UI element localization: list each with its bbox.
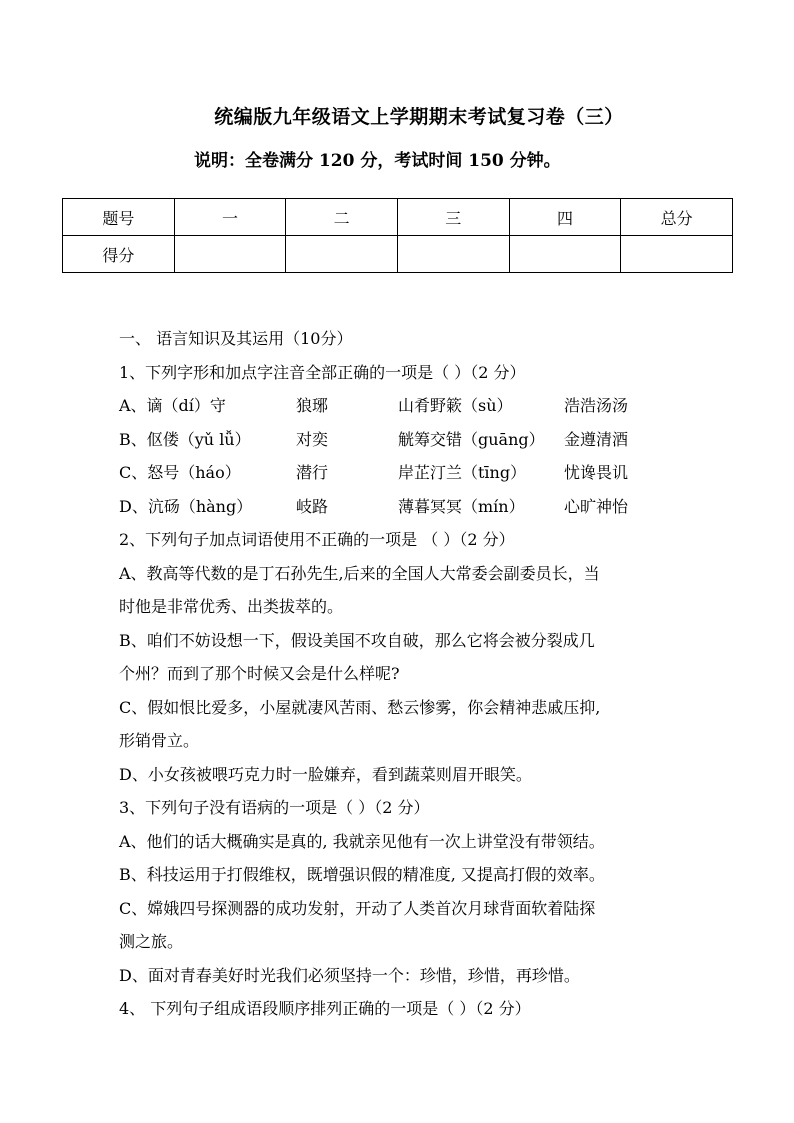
question-3-line: A、他们的话大概确实是真的, 我就亲见他有一次上讲堂没有带领结。: [119, 831, 605, 851]
question-3-line: D、面对青春美好时光我们必须坚持一个：珍惜，珍惜，再珍惜。: [119, 965, 580, 985]
option-text: B、伛偻（yǔ lǚ）: [119, 429, 251, 449]
question-3-line: C、嫦娥四号探测器的成功发射，开动了人类首次月球背面软着陆探: [119, 898, 596, 918]
question-1-option-b: [119, 423, 719, 457]
score-table-header-row: [63, 199, 733, 236]
option-text: 岐路: [296, 496, 329, 516]
option-text: 岸芷汀兰（tīng）: [398, 463, 527, 482]
option-text: 薄暮冥冥（mín）: [398, 496, 525, 516]
option-text: A、谪（dí）守: [119, 396, 226, 415]
question-2-line: 个州？而到了那个时候又会是什么样呢?: [119, 664, 400, 683]
question-2-line: 时他是非常优秀、出类拔萃的。: [119, 597, 344, 616]
header-cell: 二: [286, 199, 398, 236]
question-2-line: B、咱们不妨设想一下，假设美国不攻自破，那么它将会被分裂成几: [119, 630, 595, 650]
option-text: D、沆砀（hàng）: [119, 496, 253, 516]
question-1-stem: 1、下列字形和加点字注音全部正确的一项是（ ）（2 分）: [119, 362, 526, 382]
question-3-stem: 3、下列句子没有语病的一项是（ ）（2 分）: [119, 798, 430, 817]
option-text: 忧谗畏讥: [564, 463, 629, 482]
score-cell[interactable]: [174, 236, 286, 273]
header-cell: 总分: [621, 199, 733, 236]
question-2-line: C、假如恨比爱多，小屋就凄风苦雨、愁云惨雾，你会精神悲戚压抑,: [119, 697, 601, 717]
option-text: 狼琊: [296, 396, 329, 415]
question-2-line: D、小女孩被喂巧克力时一脸嫌弃，看到蔬菜则眉开眼笑。: [119, 764, 532, 784]
option-text: 金遵清酒: [564, 429, 629, 449]
question-2-line: 形销骨立。: [119, 731, 200, 750]
score-cell[interactable]: [286, 236, 398, 273]
header-cell: 三: [397, 199, 509, 236]
score-cell[interactable]: [621, 236, 733, 273]
question-1-option-a: [119, 389, 719, 423]
question-3-line: 测之旅。: [119, 932, 184, 951]
question-1-option-d: [119, 490, 719, 524]
option-text: 心旷神怡: [564, 496, 629, 516]
question-4-stem: 4、 下列句子组成语段顺序排列正确的一项是（ ）（2 分）: [119, 999, 531, 1018]
exam-instructions: 说明：全卷满分 120 分，考试时间 150 分钟。: [194, 151, 561, 171]
header-cell: 一: [174, 199, 286, 236]
option-text: 觥筹交错（guāng）: [398, 429, 545, 449]
score-table: [62, 198, 733, 273]
option-text: 山肴野簌（sù）: [398, 396, 513, 415]
question-2-line: A、教高等代数的是丁石孙先生,后来的全国人大常委会副委员长，当: [119, 563, 600, 583]
section-1: [119, 322, 719, 1026]
score-cell[interactable]: [397, 236, 509, 273]
option-text: 对奕: [296, 429, 329, 449]
option-text: C、怒号（háo）: [119, 463, 241, 482]
score-table-score-row: [63, 236, 733, 273]
option-text: 潜行: [296, 463, 329, 482]
header-cell: 题号: [63, 199, 175, 236]
question-1-option-c: [119, 456, 719, 490]
page-title: 统编版九年级语文上学期期末考试复习卷（三）: [214, 106, 624, 128]
question-2-stem: 2、下列句子加点词语使用不正确的一项是 （ ）（2 分）: [119, 530, 515, 549]
header-cell: 四: [509, 199, 621, 236]
section-heading: 一、 语言知识及其运用（10分）: [119, 329, 353, 348]
question-3-line: B、科技运用于打假维权，既增强识假的精准度, 又提高打假的效率。: [119, 865, 605, 884]
score-cell[interactable]: [509, 236, 621, 273]
row-label-cell: 得分: [63, 236, 175, 273]
option-text: 浩浩汤汤: [564, 396, 629, 415]
